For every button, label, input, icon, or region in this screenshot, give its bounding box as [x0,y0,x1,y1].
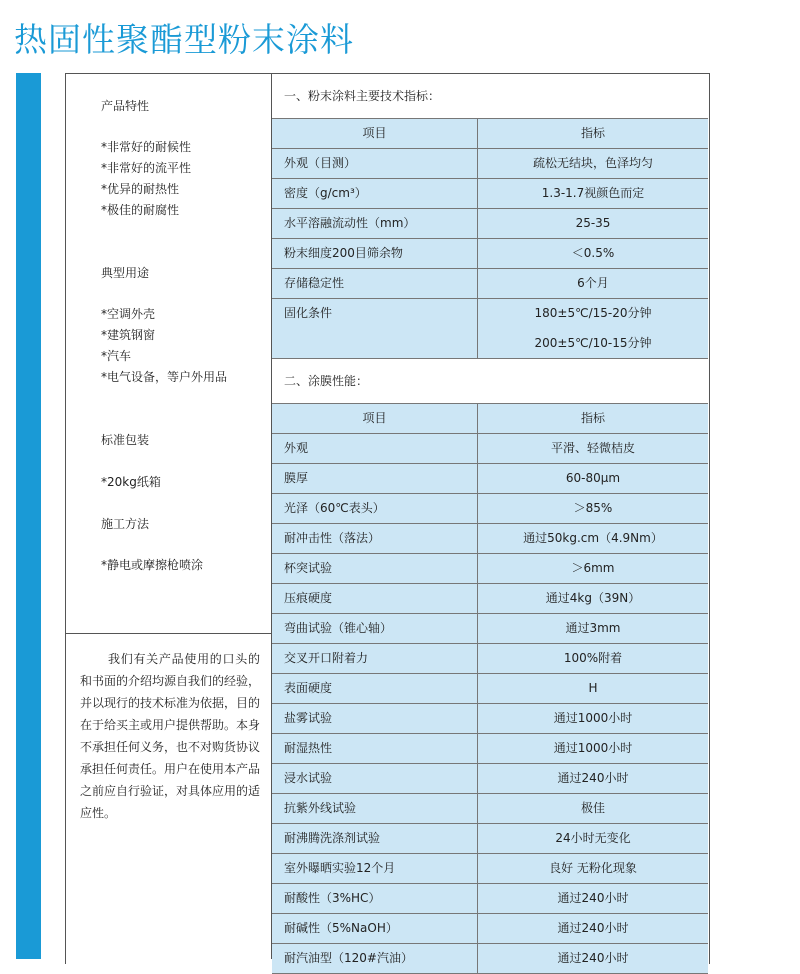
row-value: 平滑、轻微桔皮 [550,441,635,455]
row-value: H [588,681,598,695]
table-row [272,464,708,494]
table-row [272,269,708,299]
row-item: 抗紫外线试验 [272,794,478,823]
table-row [272,914,708,944]
table-row [272,854,708,884]
method-heading: 施工方法 [101,517,150,531]
table-row [272,434,708,464]
row-value: ＞6mm [571,561,615,575]
disclaimer-text: 我们有关产品使用的口头的和书面的介绍均源自我们的经验，并以现行的技术标准为依据，目的在于给买主或用户提供帮助。本身不承担任何义务，也不对购货协议承担任何责任。用户在使用本产品之前应自行验证，对具体应用的适应性。 [80,652,261,820]
table-row [272,614,708,644]
row-item: 耐汽油型（120#汽油） [272,944,478,973]
row-value: 良好 无粉化现象 [549,861,637,875]
row-value: 通过240小时 [557,771,629,785]
row-item: 耐冲击性（落法） [272,524,478,553]
section2-heading: 二、涂膜性能： [272,359,708,404]
table-row [272,494,708,524]
row-value: 1.3-1.7视颜色而定 [541,186,645,200]
table-row [272,524,708,554]
table-row [272,704,708,734]
row-value: 通过1000小时 [553,741,633,755]
table-row [272,884,708,914]
table-row [272,584,708,614]
use-item: *汽车 [101,349,132,363]
row-value: ＜0.5% [571,246,615,260]
feature-item: *优异的耐热性 [101,182,180,196]
use-item: *建筑钢窗 [101,328,156,342]
table-row [272,764,708,794]
section2-rows [272,434,708,974]
row-value: 通过1000小时 [553,711,633,725]
row-item: 交叉开口附着力 [272,644,478,673]
row-value: 6个月 [577,276,609,290]
row-value: 通过240小时 [557,921,629,935]
row-value: 极佳 [580,801,605,815]
section1-heading: 一、粉末涂料主要技术指标： [272,74,708,119]
table-row [272,734,708,764]
row-value: 100%附着 [563,651,623,665]
row-value: ＞85% [573,501,613,515]
spec-table [272,74,708,974]
col-value-header: 指标 [580,411,605,425]
row-item: 弯曲试验（锥心轴） [272,614,478,643]
table-header [272,119,708,149]
features-heading: 产品特性 [101,99,150,113]
cure-value-1: 180±5℃/15-20分钟 [534,306,652,320]
row-value: 通过3mm [565,621,621,635]
row-item: 固化条件 [272,299,478,358]
table-row [272,944,708,974]
table-row [272,299,708,359]
row-value: 疏松无结块，色泽均匀 [532,156,653,170]
table-row [272,644,708,674]
use-item: *电气设备，等户外用品 [101,370,228,384]
col-item-header: 项目 [272,119,478,148]
row-item: 表面硬度 [272,674,478,703]
row-item: 耐沸腾洗涤剂试验 [272,824,478,853]
row-value [478,299,708,358]
method-item: *静电或摩擦枪喷涂 [101,558,204,572]
row-value: 25-35 [575,216,611,230]
table-row [272,239,708,269]
table-row [272,674,708,704]
row-item: 密度（g/cm³） [272,179,478,208]
col-value-header: 指标 [580,126,605,140]
row-item: 耐酸性（3%HC） [272,884,478,913]
row-item: 耐湿热性 [272,734,478,763]
row-value: 通过240小时 [557,951,629,965]
table-row [272,794,708,824]
row-item: 耐碱性（5%NaOH） [272,914,478,943]
row-value: 60-80μm [565,471,621,485]
table-row [272,209,708,239]
row-item: 室外曝晒实验12个月 [272,854,478,883]
accent-bar [16,73,41,959]
feature-item: *极佳的耐腐性 [101,203,180,217]
row-item: 存储稳定性 [272,269,478,298]
row-item: 压痕硬度 [272,584,478,613]
row-value: 通过240小时 [557,891,629,905]
feature-item: *非常好的耐候性 [101,140,192,154]
row-value: 通过4kg（39N） [545,591,641,605]
table-row [272,179,708,209]
left-section-divider [66,633,271,634]
packaging-item: *20kg纸箱 [101,475,161,489]
cure-value-2: 200±5℃/10-15分钟 [534,335,652,350]
feature-item: *非常好的流平性 [101,161,192,175]
row-item: 光泽（60℃表头） [272,494,478,523]
uses-heading: 典型用途 [101,266,150,280]
table-row [272,824,708,854]
packaging-heading: 标准包装 [101,433,150,447]
row-value: 24小时无变化 [555,831,631,845]
table-row [272,554,708,584]
row-item: 浸水试验 [272,764,478,793]
row-value: 通过50kg.cm（4.9Nm） [523,531,663,545]
row-item: 水平溶融流动性（mm） [272,209,478,238]
col-item-header: 项目 [272,404,478,433]
row-item: 盐雾试验 [272,704,478,733]
page-title: 热固性聚酯型粉末涂料 [14,20,354,59]
row-item: 外观 [272,434,478,463]
use-item: *空调外壳 [101,307,156,321]
row-item: 膜厚 [272,464,478,493]
table-header [272,404,708,434]
row-item: 粉末细度200目筛余物 [272,239,478,268]
row-item: 外观（目测） [272,149,478,178]
row-item: 杯突试验 [272,554,478,583]
table-row [272,149,708,179]
